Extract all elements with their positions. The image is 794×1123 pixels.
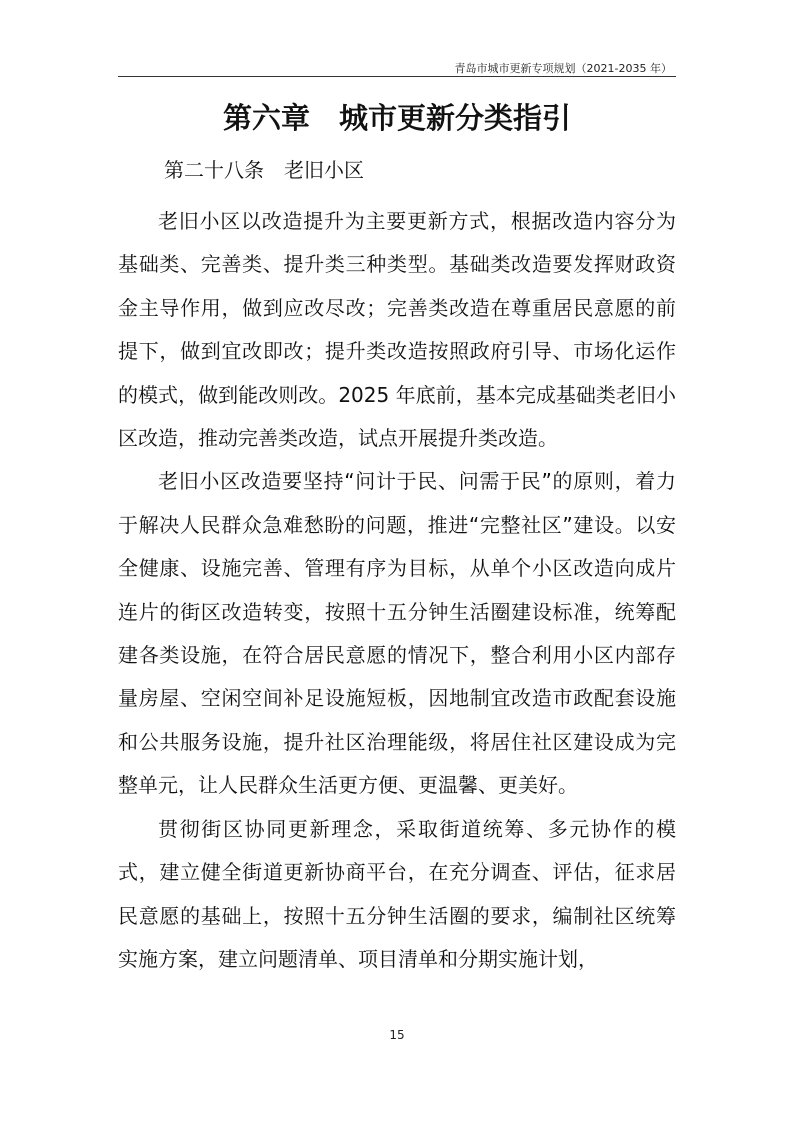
article-title: 第二十八条 老旧小区 [164,158,364,182]
body-text [118,200,676,981]
paragraph: 老旧小区以改造提升为主要更新方式，根据改造内容分为基础类、完善类、提升类三种类型。基础类改造要发挥财政资金主导作用，做到应改尽改；完善类改造在尊重居民意愿的前提下，做到宜改即改；提升类改造按照政府引导、市场化运作的模式，做到能改则改。2025 年底前，基本完成基础类老旧小区改造，推动完善类改造，试点开展提升类改造。 [118,209,676,451]
header-divider [118,76,676,77]
paragraph: 贯彻街区协同更新理念，采取街道统筹、多元协作的模式，建立健全街道更新协商平台，在充分调查、评估，征求居民意愿的基础上，按照十五分钟生活圈的要求，编制社区统筹实施方案，建立问题清单、项目清单和分期实施计划， [118,816,676,971]
running-header: 青岛市城市更新专项规划（2021-2035 年） [454,62,672,75]
paragraph: 老旧小区改造要坚持“问计于民、问需于民”的原则，着力于解决人民群众急难愁盼的问题，推进“完整社区”建设。以安全健康、设施完善、管理有序为目标，从单个小区改造向成片连片的街区改造转变，按照十五分钟生活圈建设标准，统筹配建各类设施，在符合居民意愿的情况下，整合利用小区内部存量房屋、空闲空间补足设施短板，因地制宜改造市政配套设施和公共服务设施，提升社区治理能级，将居住社区建设成为完整单元，让人民群众生活更方便、更温馨、更美好。 [118,469,676,798]
chapter-title: 第六章 城市更新分类指引 [222,101,571,135]
page-number: 15 [389,1028,405,1042]
